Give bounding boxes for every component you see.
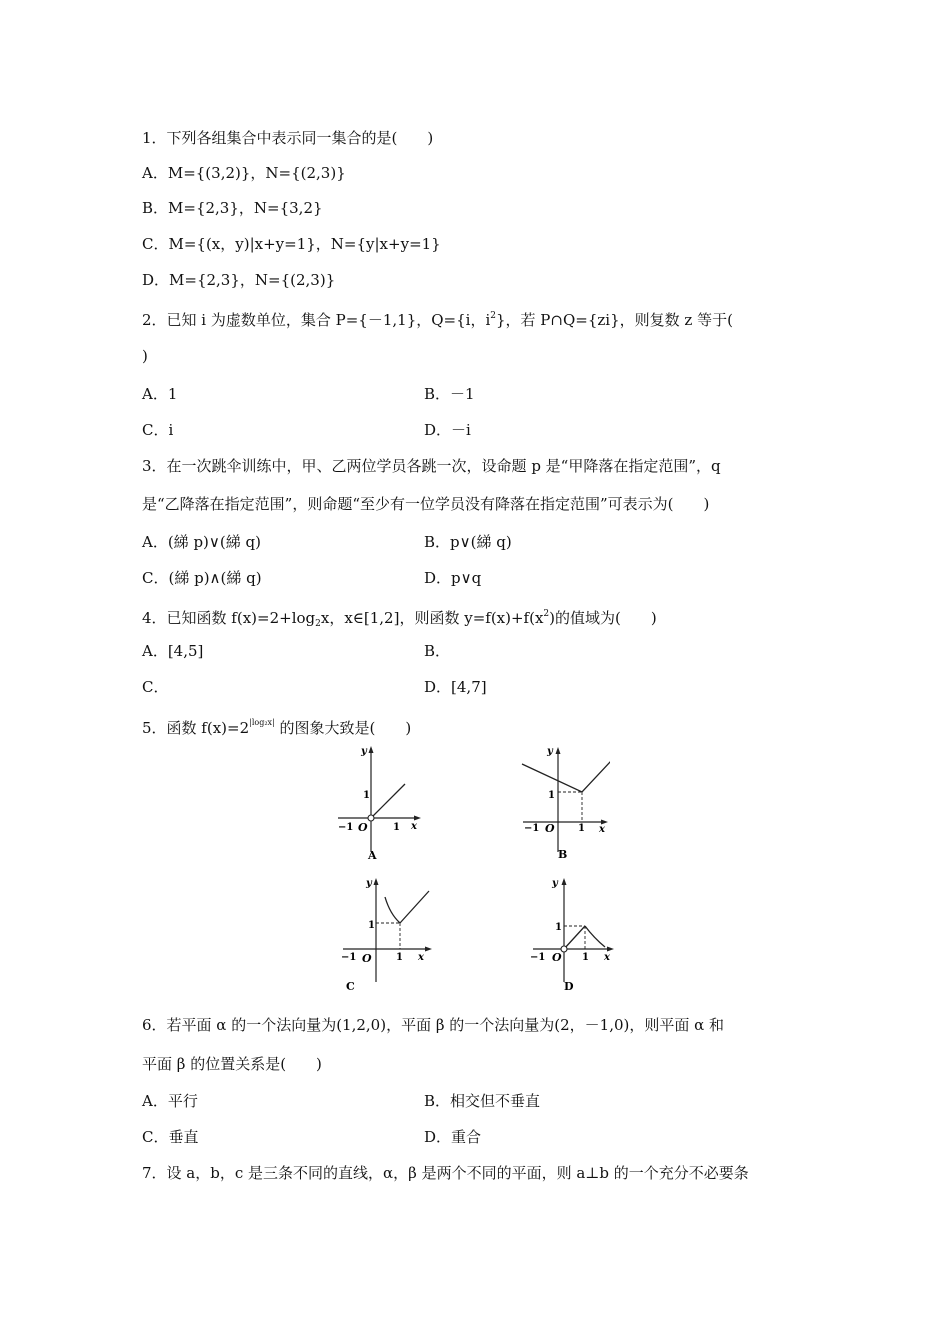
graph-a-letter: A (368, 849, 377, 862)
graph-d-tick-x: 1 (582, 952, 589, 963)
q2-option-d: D．－i (424, 421, 471, 439)
q4-option-c: C． (142, 678, 169, 696)
q6-option-d: D．重合 (424, 1128, 482, 1146)
graph-c-tick-x: 1 (396, 952, 403, 963)
q3-option-a: A．(綈 p)∨(綈 q) (142, 533, 261, 551)
q4-stem (142, 604, 657, 634)
q1-option-b: B．M={2,3}，N={3,2} (142, 199, 323, 217)
graph-a-x-label: x (411, 821, 417, 832)
graph-b-x-label: x (599, 824, 605, 835)
q2-stem-line2: ) (142, 347, 148, 365)
graph-a (333, 742, 423, 864)
q2-option-a: A．1 (142, 385, 178, 403)
q5-superscript: |log₂x| (249, 718, 275, 727)
graph-b-y-label: y (547, 746, 553, 757)
q3-option-b: B．p∨(綈 q) (424, 533, 512, 551)
graph-c-letter: C (346, 980, 355, 993)
graph-c-origin: O (362, 952, 372, 965)
q6-stem-line1: 6．若平面 α 的一个法向量为(1,2,0)，平面 β 的一个法向量为(2，－1,0)，则平面 α 和 (142, 1016, 725, 1034)
q6-option-b: B．相交但不垂直 (424, 1092, 541, 1110)
graph-c (338, 874, 438, 996)
q2-option-b: B．－1 (424, 385, 475, 403)
graph-d (528, 874, 620, 996)
graph-d-origin: O (552, 951, 562, 964)
q2-option-c: C．i (142, 421, 174, 439)
graph-d-x-label: x (604, 952, 610, 963)
q5-stem-part-a: 5．函数 f(x)=2 (142, 719, 250, 737)
q2-stem-part-a: 2．已知 i 为虚数单位，集合 P={－1,1}，Q={i，i (142, 311, 491, 329)
q4-subscript: 2 (315, 619, 321, 629)
graph-a-origin: O (358, 821, 368, 834)
graph-b-letter: B (558, 848, 568, 861)
graph-a-y-label: y (361, 746, 367, 757)
graph-d-tick-neg: −1 (530, 952, 546, 963)
q4-stem-part-a: 4．已知函数 f(x)=2+log (142, 609, 316, 627)
graph-b-tick-x: 1 (578, 823, 585, 834)
q4-superscript: 2 (543, 609, 550, 619)
q5-stem-part-b: 的图象大致是( ) (274, 719, 412, 737)
graph-c-x-label: x (418, 952, 424, 963)
graph-b-origin: O (545, 822, 555, 835)
graph-c-tick-neg: −1 (341, 952, 357, 963)
q2-stem-line1 (142, 306, 733, 330)
q2-stem-part-b: }，若 P∩Q={zi}，则复数 z 等于( (496, 311, 733, 329)
q1-stem: 1．下列各组集合中表示同一集合的是( ) (142, 129, 434, 147)
graph-a-tick-y: 1 (363, 790, 370, 801)
graph-d-letter: D (564, 980, 574, 993)
q6-option-a: A．平行 (142, 1092, 198, 1110)
q4-option-a: A．[4,5] (142, 642, 204, 660)
graph-b-tick-y: 1 (548, 790, 555, 801)
q1-option-a: A．M={(3,2)}，N={(2,3)} (142, 164, 346, 182)
q7-stem-line1: 7．设 a，b，c 是三条不同的直线，α，β 是两个不同的平面，则 a⊥b 的一个充分不必要条 (142, 1164, 749, 1182)
q3-option-d: D．p∨q (424, 569, 482, 587)
graph-a-tick-x: 1 (393, 822, 400, 833)
q3-option-c: C．(綈 p)∧(綈 q) (142, 569, 262, 587)
q1-option-d: D．M={2,3}，N={(2,3)} (142, 271, 336, 289)
q4-stem-part-c: )的值域为( ) (549, 609, 657, 627)
graph-d-y-label: y (552, 878, 558, 889)
q4-option-d: D．[4,7] (424, 678, 487, 696)
graph-b (518, 742, 610, 864)
q4-option-b: B． (424, 642, 451, 660)
graph-d-tick-y: 1 (555, 922, 562, 933)
graph-a-tick-neg: −1 (338, 822, 354, 833)
q5-stem (142, 713, 411, 738)
graph-c-y-label: y (366, 878, 372, 889)
q4-stem-part-b: x，x∈[1,2]，则函数 y=f(x)+f(x (320, 609, 544, 627)
q3-stem-line2: 是“乙降落在指定范围”，则命题“至少有一位学员没有降落在指定范围”可表示为( ) (142, 495, 710, 513)
graph-b-tick-neg: −1 (524, 823, 540, 834)
graph-c-tick-y: 1 (368, 920, 375, 931)
q1-option-c: C．M={(x，y)|x+y=1}，N={y|x+y=1} (142, 235, 441, 253)
q2-superscript: 2 (490, 311, 496, 321)
q6-option-c: C．垂直 (142, 1128, 199, 1146)
q3-stem-line1: 3．在一次跳伞训练中，甲、乙两位学员各跳一次，设命题 p 是“甲降落在指定范围”，q (142, 457, 721, 475)
q6-stem-line2: 平面 β 的位置关系是( ) (142, 1055, 322, 1073)
